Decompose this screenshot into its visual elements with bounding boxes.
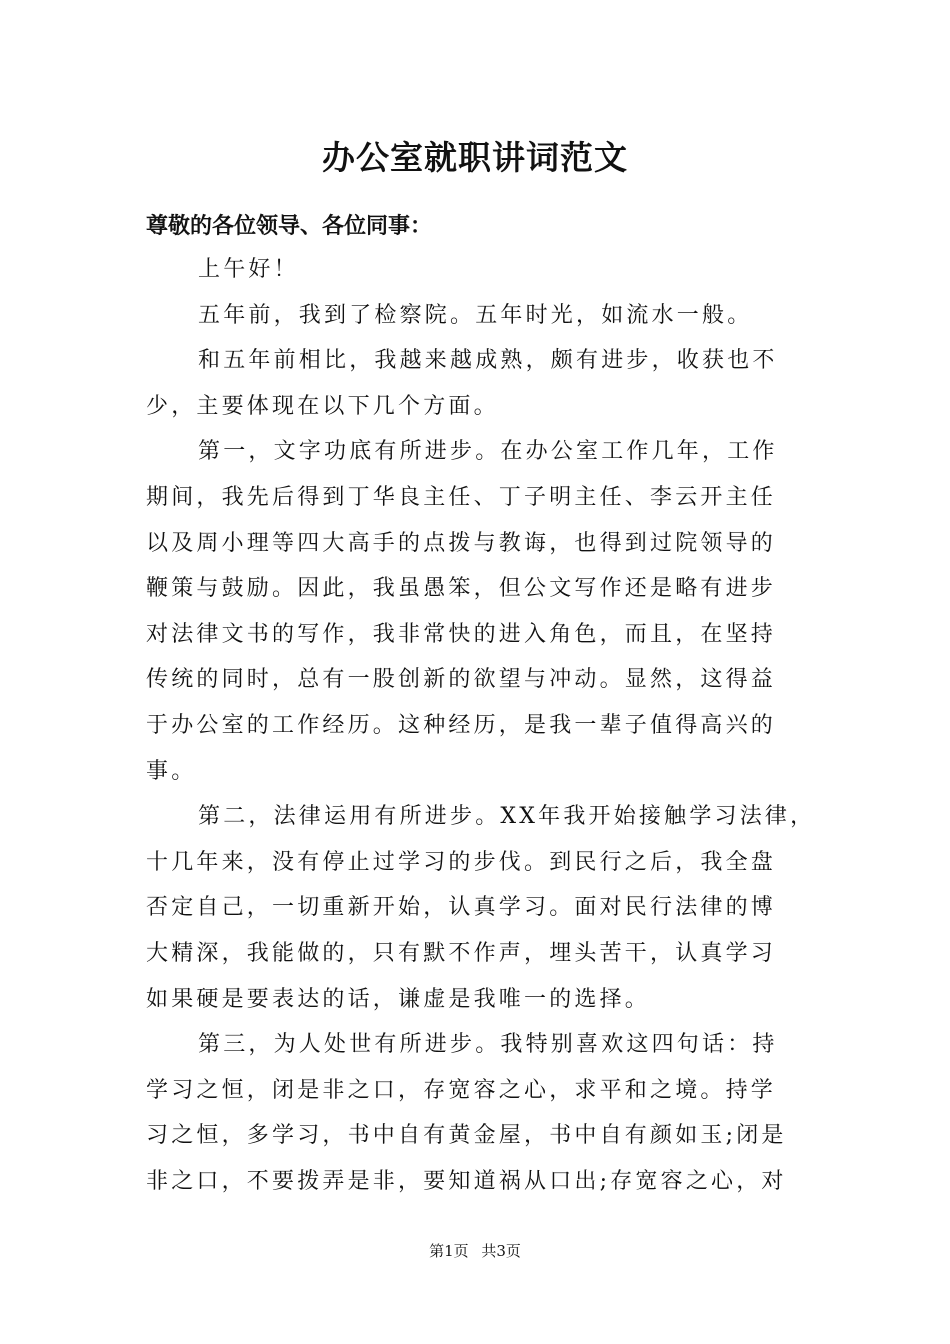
paragraph-line: 第一，文字功底有所进步。在办公室工作几年，工作 (198, 439, 778, 465)
document-title: 办公室就职讲词范文 (322, 138, 628, 177)
paragraph-line: 鞭策与鼓励。因此，我虽愚笨，但公文写作还是略有进步 (146, 576, 777, 602)
paragraph-line: 学习之恒，闭是非之口，存宽容之心，求平和之境。持学 (146, 1077, 777, 1103)
paragraph-line: 以及周小理等四大高手的点拨与教诲，也得到过院领导的 (146, 530, 777, 556)
paragraph-line: 对法律文书的写作，我非常快的进入角色，而且，在坚持 (146, 621, 777, 647)
paragraph-line: 和五年前相比，我越来越成熟，颇有进步，收获也不 (198, 348, 778, 374)
paragraph-line: 第二，法律运用有所进步。XX年我开始接触学习法律， (198, 804, 816, 830)
paragraph-line: 上午好！ (198, 257, 299, 282)
page-total: 共3页 (481, 1242, 521, 1260)
page-footer (0, 1236, 950, 1266)
paragraph-line: 否定自己，一切重新开始，认真学习。面对民行法律的博 (146, 895, 777, 921)
paragraph-line: 于办公室的工作经历。这种经历，是我一辈子值得高兴的 (146, 712, 777, 738)
paragraph-line: 传统的同时，总有一股创新的欲望与冲动。显然，这得益 (146, 667, 777, 693)
paragraph-line: 如果硬是要表达的话，谦虚是我唯一的选择。 (146, 986, 651, 1012)
document-body (146, 247, 826, 1204)
paragraph-line: 事。 (146, 758, 197, 784)
paragraph-line: 少，主要体现在以下几个方面。 (146, 393, 499, 419)
page-number: 第1页 (429, 1242, 469, 1260)
paragraph-line: 习之恒，多学习，书中自有黄金屋，书中自有颜如玉;闭是 (146, 1123, 787, 1149)
paragraph-line: 第三，为人处世有所进步。我特别喜欢这四句话：持 (198, 1032, 778, 1058)
salutation: 尊敬的各位领导、各位同事： (146, 213, 433, 239)
paragraph-line: 十几年来，没有停止过学习的步伐。到民行之后，我全盘 (146, 849, 777, 875)
paragraph-line: 大精深，我能做的，只有默不作声，埋头苦干，认真学习 (146, 940, 777, 966)
paragraph-line: 期间，我先后得到丁华良主任、丁子明主任、李云开主任 (146, 484, 777, 510)
paragraph-line: 非之口，不要拨弄是非，要知道祸从口出;存宽容之心，对 (146, 1168, 787, 1194)
paragraph-line: 五年前，我到了检察院。五年时光，如流水一般。 (198, 302, 753, 328)
